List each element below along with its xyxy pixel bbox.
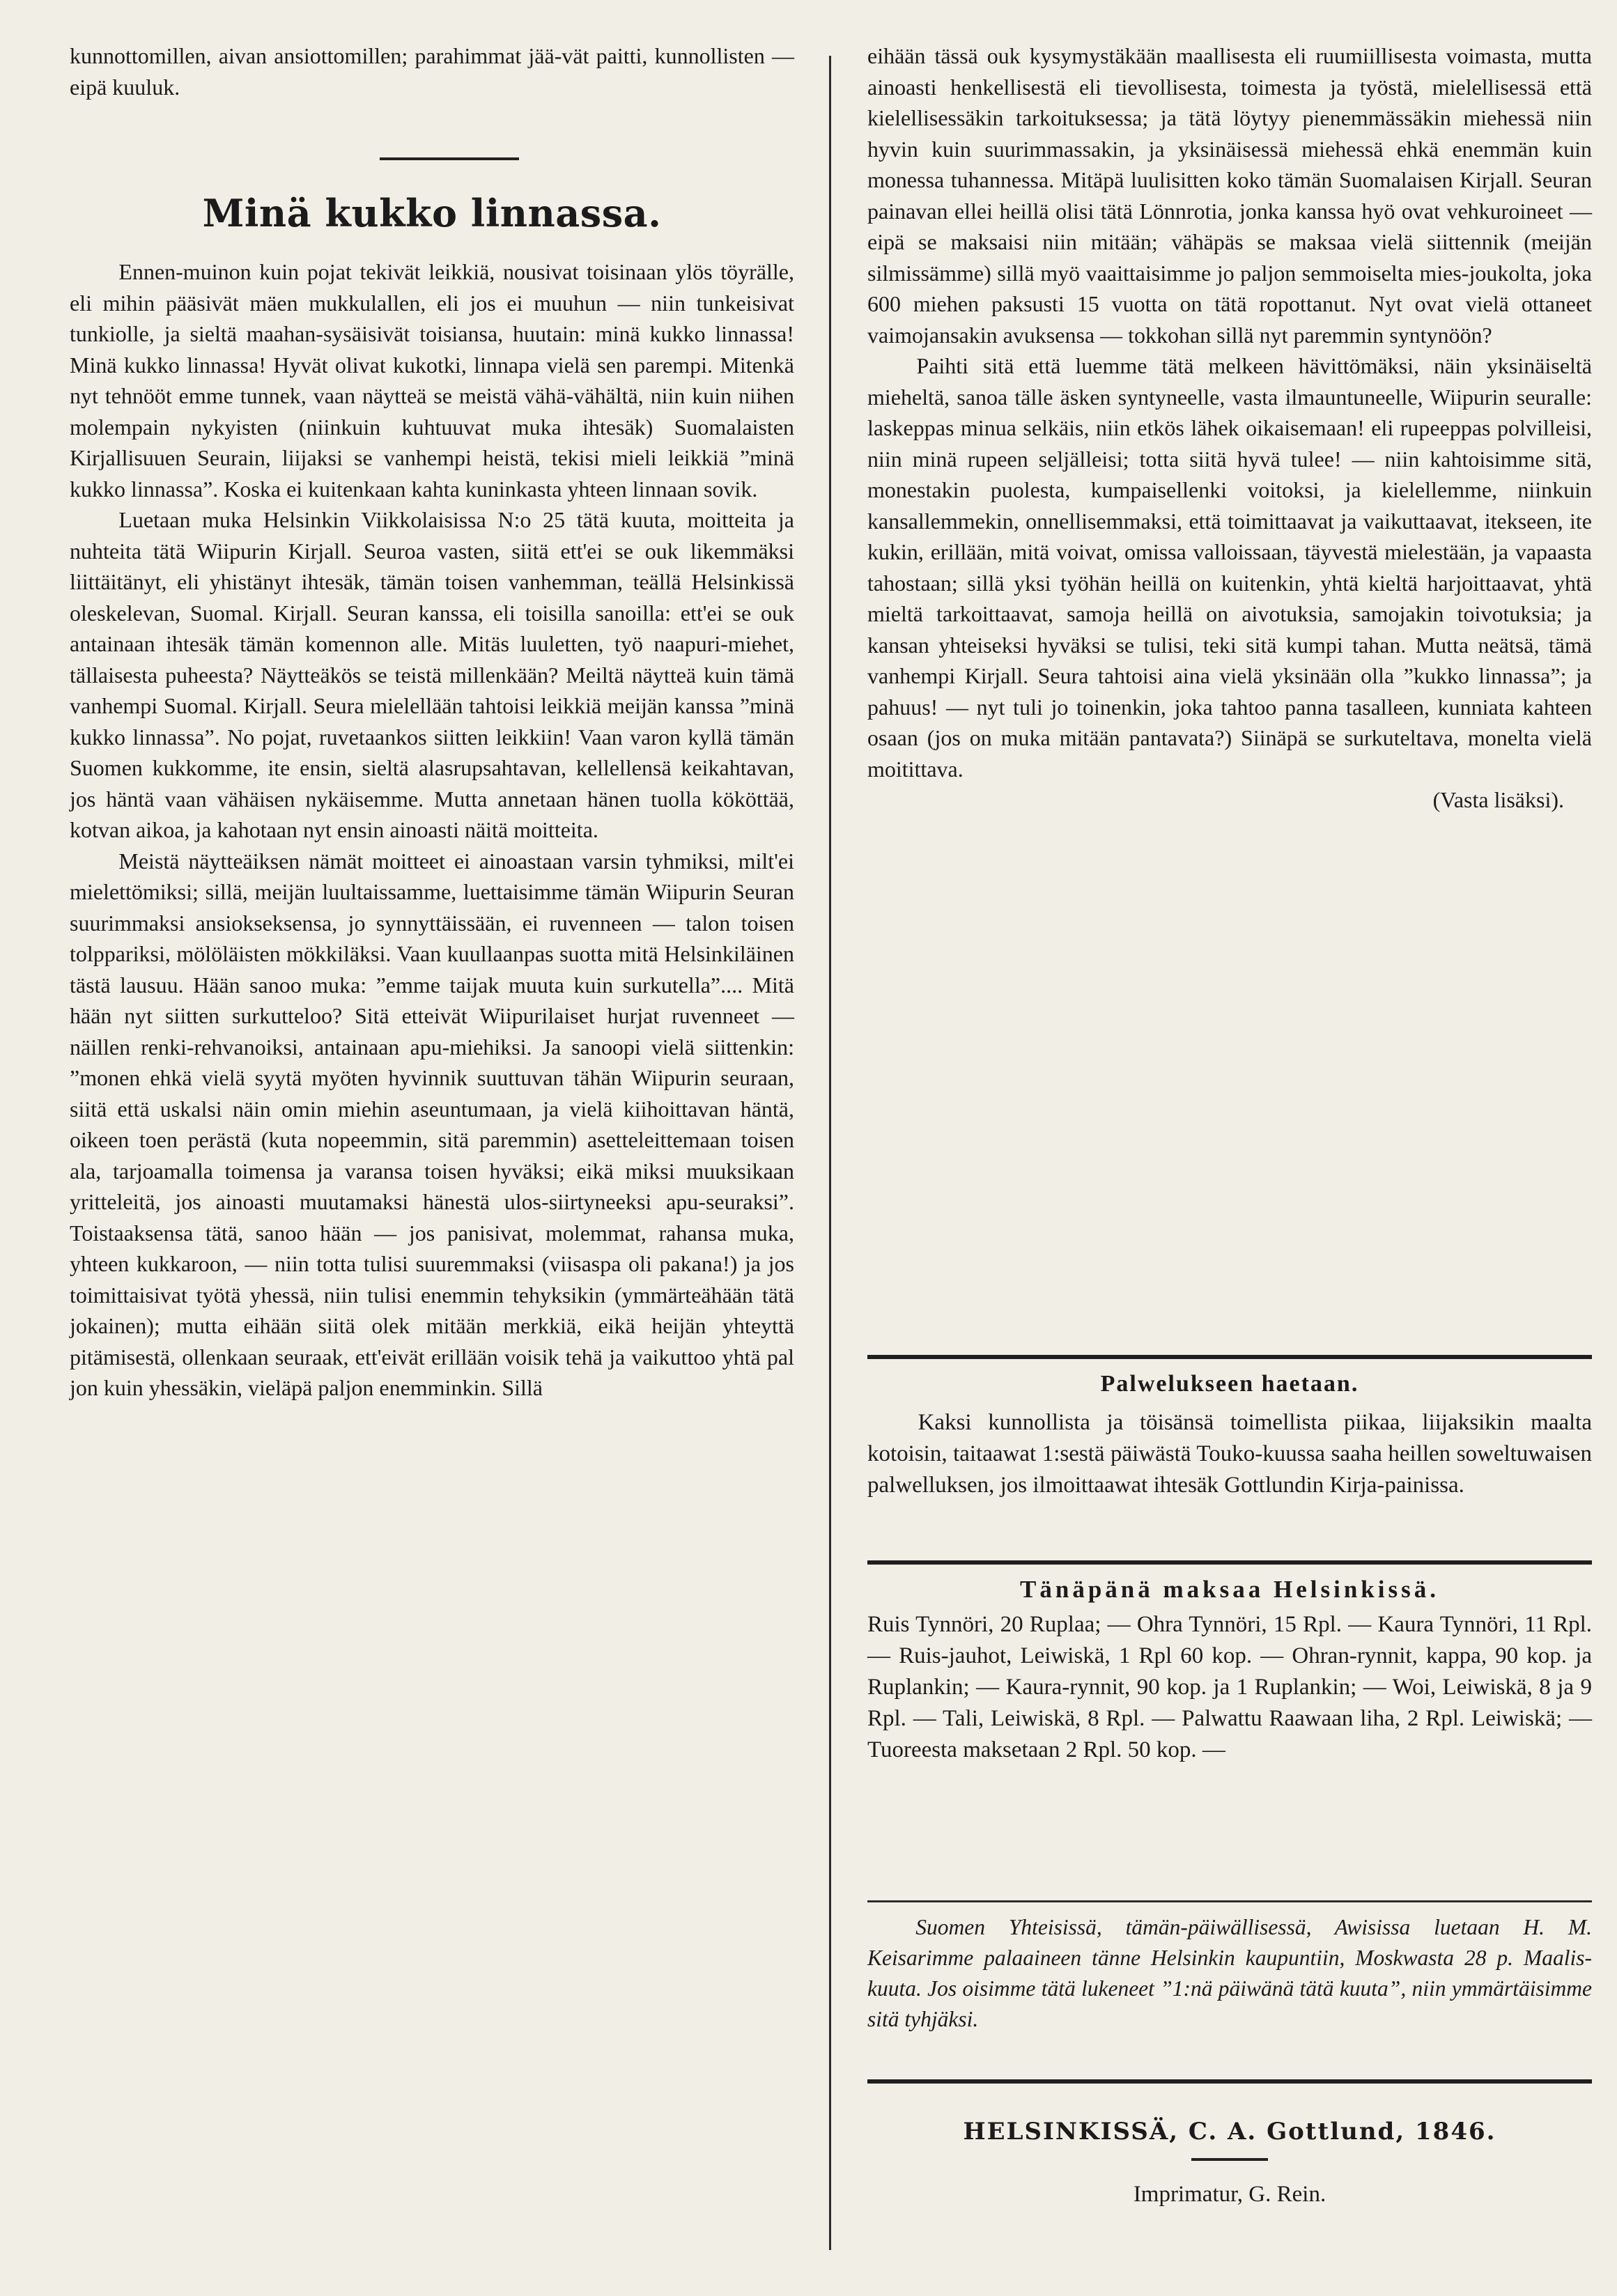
- column-divider: [829, 56, 831, 2250]
- continued-text-opening: kunnottomillen, aivan ansiottomillen; parahimmat jää-vät paitti, kunnollisten — eipä kuuluk.: [70, 43, 794, 100]
- article-paragraph: eihään tässä ouk kysymystäkään maallisesta eli ruumiillisesta voimasta, mutta ainoasti henkellisestä eli tievollisesta, toimesta ja työstä, mielellisessä että kielellisessäkin tarkoituksessa; ja tätä löytyy pienemmässäkin miehessä niin hyvin kuin suurimmassakin, ja yksinäisessä miehessä ehkä enemmän kuin monessa tuhannessa. Mitäpä luulisitten koko tämän Suomalaisen Kirjall. Seuran painavan ellei heillä olisi tätä Lönnrotia, jonka kanssa hyö ovat vehkuroineet — eipä se maksaisi niin mitään; vähäpäs se maksaa vielä siittennik (meijän silmissämme) sillä myö vaaittaisimme jo paljon semmoiselta mies-joukolta, joka 600 miehen paksusti 15 vuotta on tätä ropottanut. Nyt ovat vielä ottaneet vaimojansakin avuksensa — tokkohan sillä nyt paremmin syntynöön?: [867, 43, 1592, 348]
- article-paragraph: Ennen-muinon kuin pojat tekivät leikkiä, nousivat toisinaan ylös töyrälle, eli mihin pääsivät mäen mukkulallen, eli jos ei muuhun — niin tunkeisivat tunkiolle, ja sieltä maahan-sysäisivät toisiansa, huutain: minä kukko linnassa! Minä kukko linnassa! Hyvät olivat kukotki, linnapa vielä sen parempi. Mitenkä nyt tehnööt emme tunnek, vaan näytteä se meistä vähä-vähältä, niin kuin niihen molempain nykyisten (niinkuin kuhtuuvat muka ihtesäk) Suomalaisten Kirjallisuuen Seurain, liijaksi se vanhempi heistä, tekisi mieli leikkiä ”minä kukko linnassa”. Koska ei kuitenkaan kahta kuninkasta yhteen linnaan sovik.: [70, 259, 794, 502]
- article-body: [70, 256, 794, 1404]
- prices-body: Ruis Tynnöri, 20 Ruplaa; — Ohra Tynnöri, 15 Rpl. — Kaura Tynnöri, 11 Rpl. — Ruis-jauhot, Leiwiskä, 1 Rpl 60 kop. — Ohran-rynnit, kappa, 90 kop. ja Ruplankin; — Kaura-rynnit, 90 kop. ja 1 Ruplankin; — Woi, Leiwiskä, 8 ja 9 Rpl. — Tali, Leiwiskä, 8 Rpl. — Palwattu Raawaan liha, 2 Rpl. Leiwiskä; — Tuoreesta maksetaan 2 Rpl. 50 kop. —: [867, 1612, 1592, 1762]
- section-rule: [867, 1560, 1592, 1565]
- section-rule: [867, 1355, 1592, 1359]
- section-rule: [867, 2079, 1592, 2084]
- imprint-separator-rule: [1191, 2158, 1268, 2161]
- article-paragraph: Paihti sitä että luemme tätä melkeen hävittömäksi, näin yksinäiseltä mieheltä, sanoa tälle äsken syntyneelle, vasta ilmauntuneelle, Wiipurin seuralle: laskeppas minua selkäis, niin etkös lähek oikaisemaan! eli rupeeppas polvilleisi, niin minä rupeen seljälleisi; totta siitä hyvä tulee! — niin kahtoisimme sitä, monestakin puolesta, kumpaisellenki voitoksi, ja kielellemme, niinkuin kansallemmekin, onnellisemmaksi, että toimittaavat ja vaikuttaavat, itekseen, ite kukin, erillään, mitä voivat, omissa valloissaan, täyvestä mielestään, ja vapaasta tahostaan; sillä yksi työhän heillä on kuitenkin, yhtä kieltä harjoittaavat, yhtä mieltä tarkoittaavat, samoja heillä on aivotuksia, samojakin toivotuksia; ja kansan yhteiseksi hyväksi se tulisi, teki sitä kumpi tahan. Mutta neätsä, tämä vanhempi Kirjall. Seura tahtoisi aina vielä yksinään olla ”kukko linnassa”; ja pahuus! — nyt tuli jo toinenkin, joka tahtoo panna tasalleen, kunniata kahteen osaan (jos on muka mitään pantavata?) Siinäpä se surkuteltava, monelta vielä moitittava.: [867, 353, 1592, 782]
- section-rule: [867, 1900, 1592, 1902]
- notice-body: Kaksi kunnollista ja töisänsä toimellista piikaa, liijaksikin maalta kotoisin, taitaawat 1:sestä päiwästä Touko-kuussa saaha heillen soweltuwaisen palwelluksen, jos ilmoittaawat ihtesäk Gottlundin Kirja-painissa.: [867, 1410, 1592, 1498]
- article-paragraph: Meistä näytteäiksen nämät moitteet ei ainoastaan varsin tyhmiksi, milt'ei mielettömiksi; sillä, meijän luultaissamme, luettaisimme tämän Wiipurin Seuran suurimmaksi ansiokseksensa, jo synnyttäissään, ei ruvenneen — talon toisen tolppariksi, mölöläisten mökkiläksi. Vaan kuullaanpas suotta mitä Helsinkiläinen tästä lausuu. Hään sanoo muka: ”emme taijak muuta kuin surkutella”.... Mitä hään nyt siitten surkutteloo? Sitä etteivät Wiipurilaiset hurjat ruvenneet — näillen renki-rehvanoiksi, antainaan apu-miehiksi. Ja sanoopi vielä siittenkin: ”monen ehkä vielä syytä myöten hyvinnik suuttuvan tähän Wiipurin seuraan, siitä että uskalsi näin omin miehin aseuntumaan, ja vielä kiihoittavan häntä, oikeen toen perästä (kuta nopeemmin, sitä paremmin) asetteleittemaan toisen ala, tarjoamalla toimensa ja varansa toisen hyväksi; eikä miksi muuksikaan yritteleitä, jos ainoasti muutamaksi hänestä ulos-siirtyneeksi apu-seuraksi”. Toistaaksensa tätä, sanoo hään — jos panisivat, molemmat, rahansa muka, yhteen kukkaroon, — niin totta tulisi suuremmaksi (viisaspa oli pakana!) ja jos toimittaisivat työtä yhessä, niin tulisi enemmin tehyksikin (ymmärteähään tätä jokainen); mutta eihään siitä olek mitään merkkiä, eikä heijän yhteyttä pitämisestä, ollenkaan seuraak, ett'eivät erillään voisik tehä ja vaikuttoo yhtä pal jon kuin yhessäkin, vieläpä paljon enemminkin. Sillä: [70, 848, 794, 1400]
- article-paragraph: Luetaan muka Helsinkin Viikkolaisissa N:o 25 tätä kuuta, moitteita ja nuhteita tätä Wiipurin Kirjall. Seuroa vasten, siitä ett'ei se ouk likemmäksi liittäitänyt, eli yhistänyt ihtesäk, tämän toisen vanhemman, teällä Helsinkissä oleskelevan, Suomal. Kirjall. Seuran kanssa, eli toisilla sanoilla: ett'ei se ouk antainaan ihtesäk tämän komennon alle. Mitäs luuletten, työ naapuri-miehet, tällaisesta puheesta? Näytteäkös se teistä millenkään? Meiltä näytteä kuin tämä vanhempi Suomal. Kirjall. Seura mielellään tahtoisi leikkiä meijän kanssa ”minä kukko linnassa”. No pojat, ruvetaankos siitten leikkiin! Vaan varon kyllä tämän Suomen kukkomme, ite ensin, sieltä alasrupsahtavan, kellellensä keikahtavan, jos häntä vaan vähäisen nykäisemme. Mutta annetaan hänen tuolla kököttää, kotvan aikoa, ja kahotaan nyt ensin ainoasti näitä moitteita.: [70, 507, 794, 842]
- article-signature: (Vasta lisäksi).: [1432, 787, 1564, 812]
- prices-heading: Tänäpänä maksaa Helsinkissä.: [1020, 1576, 1439, 1603]
- title-separator-rule: [380, 157, 519, 160]
- right-column: [867, 0, 1592, 2296]
- imprimatur-line: Imprimatur, G. Rein.: [1133, 2182, 1326, 2207]
- article-title: Minä kukko linnassa.: [202, 191, 662, 235]
- left-column: [70, 0, 794, 2296]
- notice-heading: Palwelukseen haetaan.: [1100, 1371, 1359, 1397]
- news-note: Suomen Yhteisissä, tämän-päiwällisessä, Awisissa luetaan H. M. Keisarimme palaaineen tänne Helsinkin kaupuntiin, Moskwasta 28 p. Maalis-kuuta. Jos oisimme tätä lukeneet ”1:nä päiwänä tätä kuuta”, niin ymmärtäisimme sitä tyhjäksi.: [867, 1915, 1592, 2031]
- article-continuation: [867, 40, 1592, 816]
- imprint-line: HELSINKISSÄ, C. A. Gottlund, 1846.: [963, 2118, 1496, 2146]
